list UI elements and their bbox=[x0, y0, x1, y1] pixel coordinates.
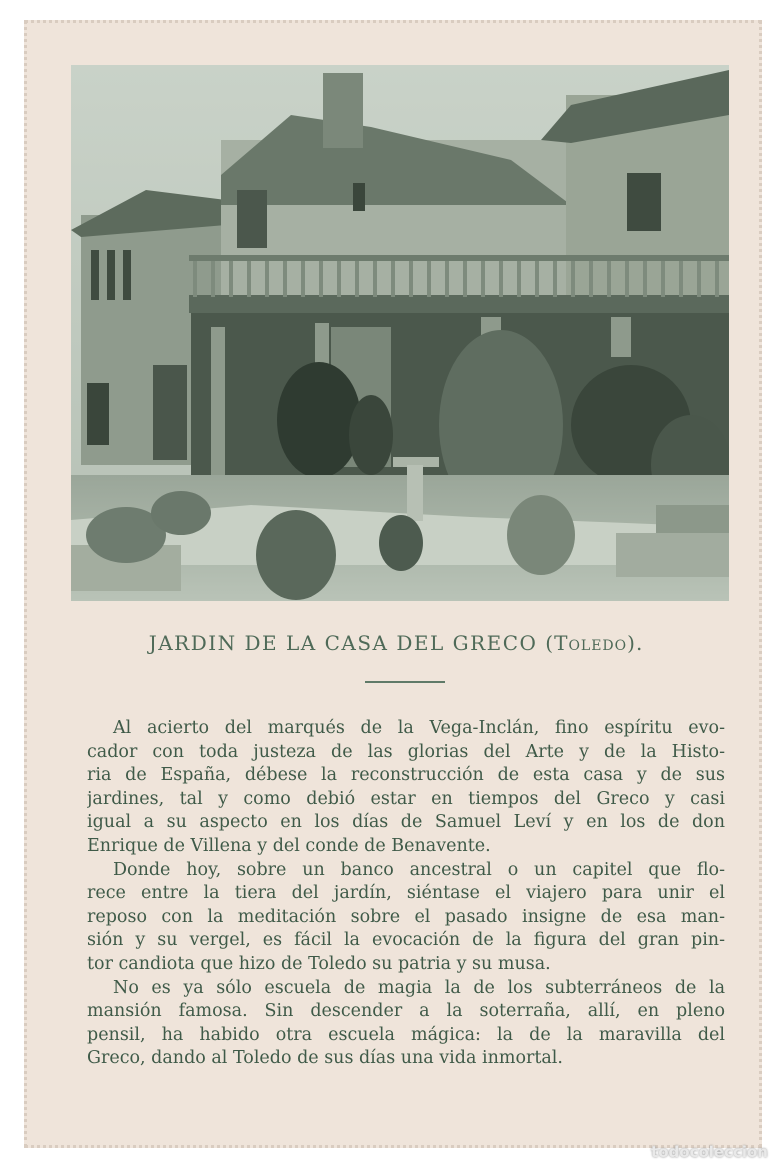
postcard bbox=[24, 20, 762, 1148]
house-garden-photo bbox=[71, 65, 729, 601]
text-line: ria de España, débese la reconstrucción de esta casa y de sus bbox=[87, 765, 725, 786]
text-line: mansión famosa. Sin descender a la soterraña, allí, en pleno bbox=[87, 1001, 725, 1022]
text-line: Donde hoy, sobre un banco ancestral o un capitel que flo- bbox=[113, 859, 725, 880]
text-line: No es ya sólo escuela de magia la de los subterráneos de la bbox=[113, 977, 725, 998]
postcard-title bbox=[27, 631, 765, 655]
text-line: jardines, tal y como debió estar en tiempos del Greco y casi bbox=[87, 788, 725, 809]
text-line: Enrique de Villena y del conde de Benavente. bbox=[87, 835, 491, 856]
title-divider bbox=[365, 681, 445, 683]
text-line: Al acierto del marqués de la Vega-Inclán, fino espíritu evo- bbox=[113, 718, 725, 738]
text-line: reposo con la meditación sobre el pasado insigne de esa man- bbox=[87, 906, 725, 927]
title-main: JARDIN DE LA CASA DEL GRECO bbox=[148, 631, 538, 655]
text-line: cador con toda justeza de las glorias del Arte y de la Histo- bbox=[87, 741, 725, 762]
text-line: sión y su vergel, es fácil la evocación de la figura del gran pin- bbox=[87, 930, 725, 951]
text-line: igual a su aspecto en los días de Samuel Leví y en los de don bbox=[87, 812, 725, 833]
title-location: (Toledo). bbox=[545, 631, 644, 655]
text-line: Greco, dando al Toledo de sus días una vida inmortal. bbox=[87, 1048, 563, 1069]
text-line: pensil, ha habido otra escuela mágica: la de la maravilla del bbox=[87, 1024, 725, 1045]
text-line: tor candiota que hizo de Toledo su patria y su musa. bbox=[87, 953, 551, 974]
watermark: todocoleccion bbox=[651, 1143, 768, 1161]
body-text bbox=[87, 717, 725, 1071]
text-line: rece entre la tiera del jardín, siéntase el viajero para unir el bbox=[87, 883, 725, 904]
